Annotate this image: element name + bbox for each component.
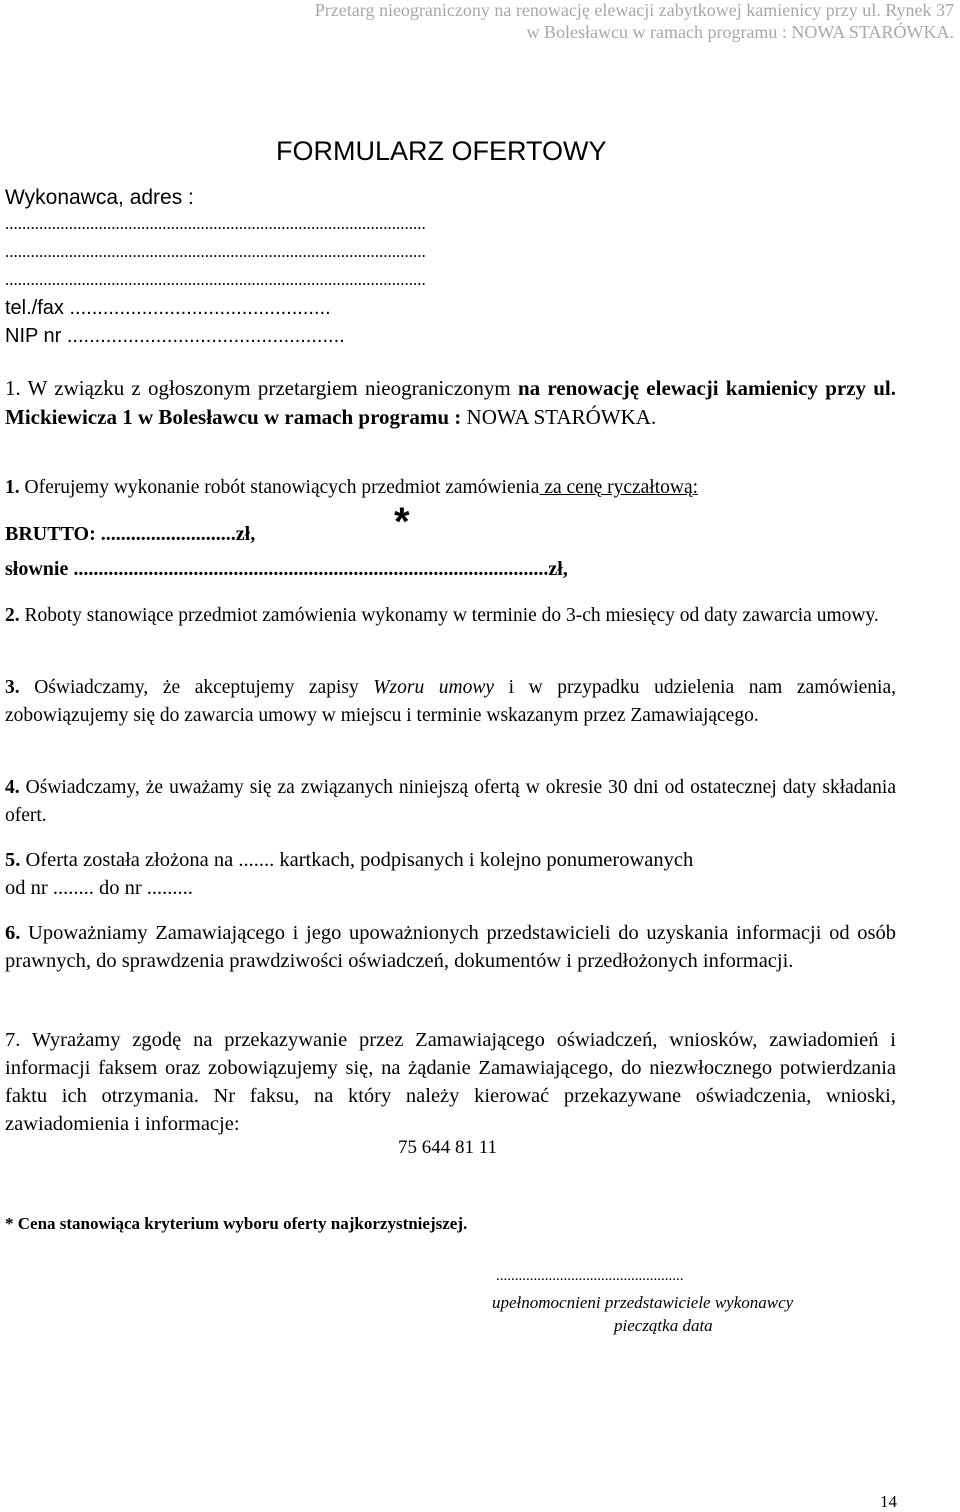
contractor-address-line-2: ................................................................................................... [5,242,426,261]
point-3-italic: Wzoru umowy [373,677,495,698]
point-1-number: 1. [5,477,20,498]
contractor-nip: NIP nr .................................................. [5,325,345,347]
signature-caption-line-1: upełnomocnieni przedstawiciele wykonawcy [492,1293,794,1312]
form-title: FORMULARZ OFERTOWY [276,136,607,166]
point-1 [5,474,698,502]
intro-suffix: NOWA STARÓWKA. [461,405,657,429]
point-5 [5,846,693,902]
point-5-number: 5. [5,849,21,871]
point-3-text-b: i w przypadku udzielenia nam zamówienia, zobowiązujemy się do zawarcia umowy w miejscu i terminie wskazanym przez Zamawiającego. [5,677,896,726]
point-2 [5,602,896,630]
point-4-number: 4. [5,777,20,798]
document-header-line-2: w Bolesławcu w ramach programu : NOWA STARÓWKA. [526,22,954,42]
intro-paragraph [5,374,896,432]
fax-number: 75 644 81 11 [398,1137,498,1158]
document-header-line-1: Przetarg nieograniczony na renowację elewacji zabytkowej kamienicy przy ul. Rynek 37 [314,0,954,20]
price-in-words: słownie ...............................................................................................zł, [5,558,568,580]
point-4-text: Oświadczamy, że uważamy się za związanych niniejszą ofertą w okresie 30 dni od ostatecznej daty składania ofert. [5,777,896,826]
contractor-address-line-3: ................................................................................................... [5,270,426,289]
point-6-number: 6. [5,922,21,944]
point-4 [5,774,896,830]
price-brutto: BRUTTO: ...........................zł, [5,523,256,545]
point-3 [5,674,896,730]
point-3-text-a: Oświadczamy, że akceptujemy zapisy [19,677,374,698]
contractor-address-line-1: ................................................................................................... [5,214,426,233]
point-6 [5,919,896,975]
point-2-text: Roboty stanowiące przedmiot zamówienia wykonamy w terminie do 3-ch miesięcy od daty zawarcia umowy. [19,605,879,626]
point-5-line-2: od nr ........ do nr ......... [5,877,193,899]
signature-caption-line-2: pieczątka data [614,1316,713,1335]
signature-dots: .................................................. [496,1268,684,1284]
page-number: 14 [880,1492,897,1511]
footnote: * Cena stanowiąca kryterium wyboru oferty najkorzystniejszej. [5,1214,468,1233]
point-2-number: 2. [5,605,20,626]
contractor-tel-fax: tel./fax ............................................... [5,297,331,319]
contractor-label: Wykonawca, adres : [5,186,194,209]
point-7: 7. Wyrażamy zgodę na przekazywanie przez Zamawiającego oświadczeń, wniosków, zawiadomień i informacji faksem oraz zobowiązujemy się, na żądanie Zamawiającego, do niezwłocznego potwierdzania faktu ich otrzymania. Nr faksu, na który należy kierować przekazywane oświadczenia, wnioski, zawiadomienia i informacje: [5,1029,896,1135]
intro-prefix: 1. W związku z ogłoszonym przetargiem nieograniczonym [5,376,518,400]
intro-bold-text: na renowację elewacji kamienicy przy ul. Mickiewicza 1 w Bolesławcu w ramach programu : [5,376,896,429]
point-1-text: Oferujemy wykonanie robót stanowiących przedmiot zamówienia [19,477,540,498]
point-3-number: 3. [5,677,20,698]
point-1-underlined: za cenę ryczałtową: [539,477,699,498]
point-6-text: Upoważniamy Zamawiającego i jego upoważnionych przedstawicieli do uzyskania informacji od osób prawnych, do sprawdzenia prawdziwości oświadczeń, dokumentów i przedłożonych informacji. [5,922,896,972]
asterisk-mark: * [394,500,410,544]
point-5-line-1: Oferta została złożona na ....... kartkach, podpisanych i kolejno ponumerowanych [20,849,694,871]
